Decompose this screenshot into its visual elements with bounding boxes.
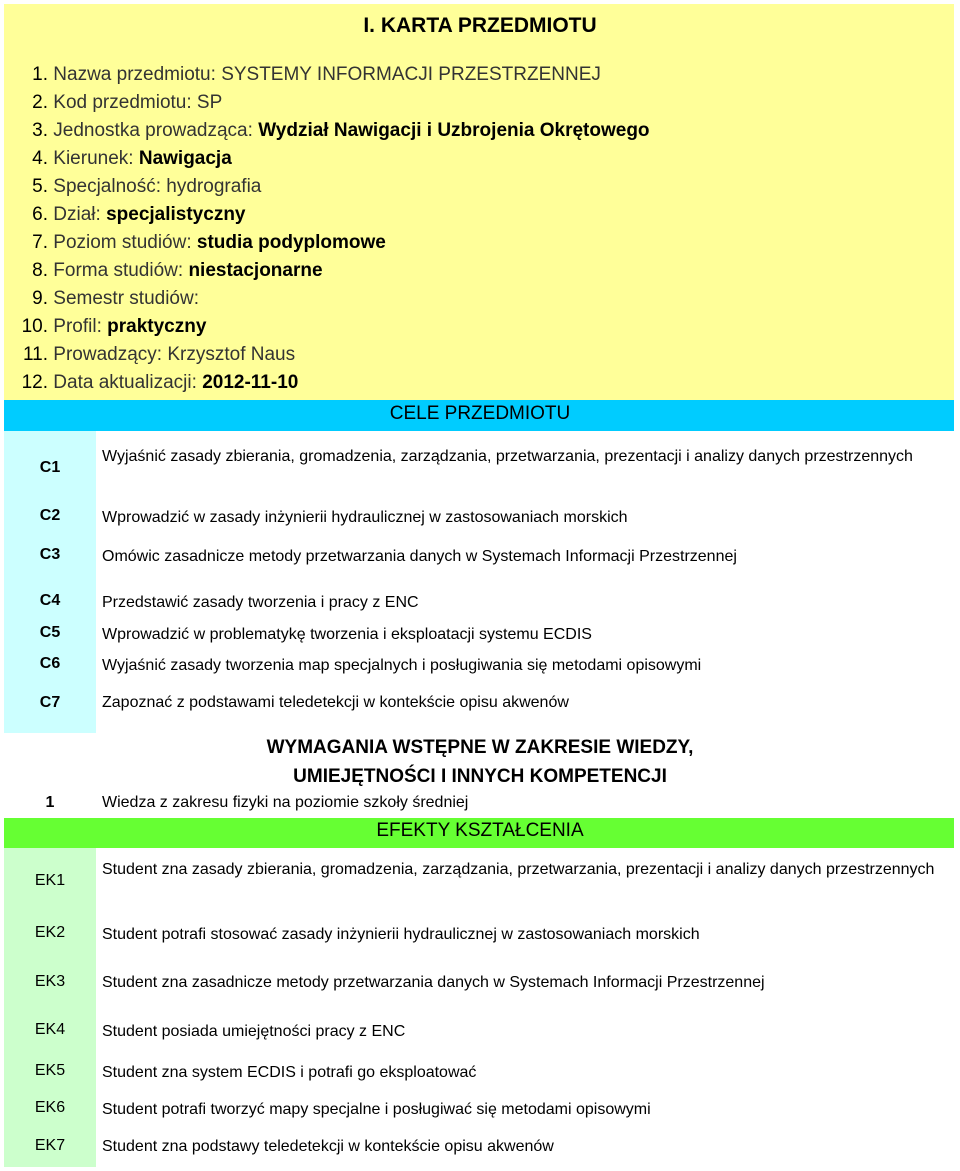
info-line-level: 7. Poziom studiów: studia podyplomowe	[32, 232, 386, 253]
efekty-code-column	[4, 848, 96, 1167]
cele-code: C7	[39, 694, 61, 711]
info-value: Krzysztof Naus	[167, 344, 296, 365]
page-title: I. KARTA PRZEDMIOTU	[363, 14, 597, 37]
info-value: 2012-11-10	[202, 372, 299, 393]
info-line-name: 1. Nazwa przedmiotu: SYSTEMY INFORMACJI PRZESTRZENNEJ	[32, 64, 601, 85]
efekty-text: Student zna zasady zbierania, gromadzenia, zarządzania, przetwarzania, prezentacji i analizy danych przestrzennych	[102, 861, 935, 878]
cele-code: C6	[39, 655, 61, 672]
efekty-code: EK6	[34, 1099, 66, 1116]
cele-title: CELE PRZEDMIOTU	[389, 403, 571, 424]
efekty-title: EFEKTY KSZTAŁCENIA	[376, 820, 584, 841]
info-line-direction: 4. Kierunek: Nawigacja	[32, 148, 232, 169]
cele-code: C4	[39, 592, 61, 609]
info-value: specjalistyczny	[106, 204, 246, 225]
efekty-code: EK1	[34, 872, 66, 889]
info-value: SYSTEMY INFORMACJI PRZESTRZENNEJ	[221, 64, 601, 85]
cele-text: Wprowadzić w zasady inżynierii hydraulicznej w zastosowaniach morskich	[102, 509, 628, 526]
wymagania-number: 1	[45, 794, 55, 811]
cele-code: C3	[39, 546, 61, 563]
efekty-code: EK4	[34, 1021, 66, 1038]
info-line-unit: 3. Jednostka prowadząca: Wydział Nawigacji i Uzbrojenia Okrętowego	[32, 120, 650, 141]
info-value: niestacjonarne	[188, 260, 323, 281]
info-value: studia podyplomowe	[196, 232, 386, 253]
efekty-text: Student posiada umiejętności pracy z ENC	[102, 1023, 406, 1040]
cele-text: Wyjaśnić zasady tworzenia map specjalnych i posługiwania się metodami opisowymi	[102, 657, 702, 674]
info-line-semester: 9. Semestr studiów:	[32, 288, 200, 309]
info-value: Nawigacja	[138, 148, 232, 169]
wymagania-title	[0, 733, 960, 791]
info-line-update-date: 12. Data aktualizacji: 2012-11-10	[21, 372, 299, 393]
efekty-text: Student zna system ECDIS i potrafi go eksploatować	[102, 1064, 477, 1081]
cele-code: C1	[39, 459, 61, 476]
wymagania-text: Wiedza z zakresu fizyki na poziomie szkoły średniej	[102, 794, 469, 811]
cele-text: Zapoznać z podstawami teledetekcji w kontekście opisu akwenów	[102, 694, 569, 711]
info-value: hydrografia	[166, 176, 262, 197]
efekty-code: EK3	[34, 973, 66, 990]
info-line-section: 6. Dział: specjalistyczny	[32, 204, 246, 225]
cele-text: Omówic zasadnicze metody przetwarzania danych w Systemach Informacji Przestrzennej	[102, 548, 737, 565]
cele-text: Wprowadzić w problematykę tworzenia i eksploatacji systemu ECDIS	[102, 626, 592, 643]
cele-text: Wyjaśnić zasady zbierania, gromadzenia, zarządzania, przetwarzania, prezentacji i analizy danych przestrzennych	[102, 448, 913, 465]
info-value: praktyczny	[107, 316, 207, 337]
efekty-text: Student zna zasadnicze metody przetwarzania danych w Systemach Informacji Przestrzennej	[102, 974, 765, 991]
efekty-text: Student potrafi tworzyć mapy specjalne i posługiwać się metodami opisowymi	[102, 1101, 651, 1118]
efekty-text: Student zna podstawy teledetekcji w kontekście opisu akwenów	[102, 1138, 554, 1155]
info-line-code: 2. Kod przedmiotu: SP	[32, 92, 223, 113]
info-line-form: 8. Forma studiów: niestacjonarne	[32, 260, 323, 281]
info-value: SP	[196, 92, 223, 113]
info-line-lecturer: 11. Prowadzący: Krzysztof Naus	[22, 344, 296, 365]
efekty-code: EK7	[34, 1137, 66, 1154]
info-line-specialty: 5. Specjalność: hydrografia	[32, 176, 262, 197]
cele-text: Przedstawić zasady tworzenia i pracy z ENC	[102, 594, 419, 611]
cele-code: C5	[39, 624, 61, 641]
cele-code: C2	[39, 507, 61, 524]
info-value: Wydział Nawigacji i Uzbrojenia Okrętowego	[258, 120, 650, 141]
efekty-text: Student potrafi stosować zasady inżynierii hydraulicznej w zastosowaniach morskich	[102, 926, 700, 943]
wymagania-title-line2: UMIEJĘTNOŚCI I INNYCH KOMPETENCJI	[293, 766, 667, 787]
wymagania-title-line1: WYMAGANIA WSTĘPNE W ZAKRESIE WIEDZY,	[266, 737, 694, 758]
efekty-code: EK5	[34, 1062, 66, 1079]
info-line-profile: 10. Profil: praktyczny	[21, 316, 207, 337]
efekty-code: EK2	[34, 924, 66, 941]
